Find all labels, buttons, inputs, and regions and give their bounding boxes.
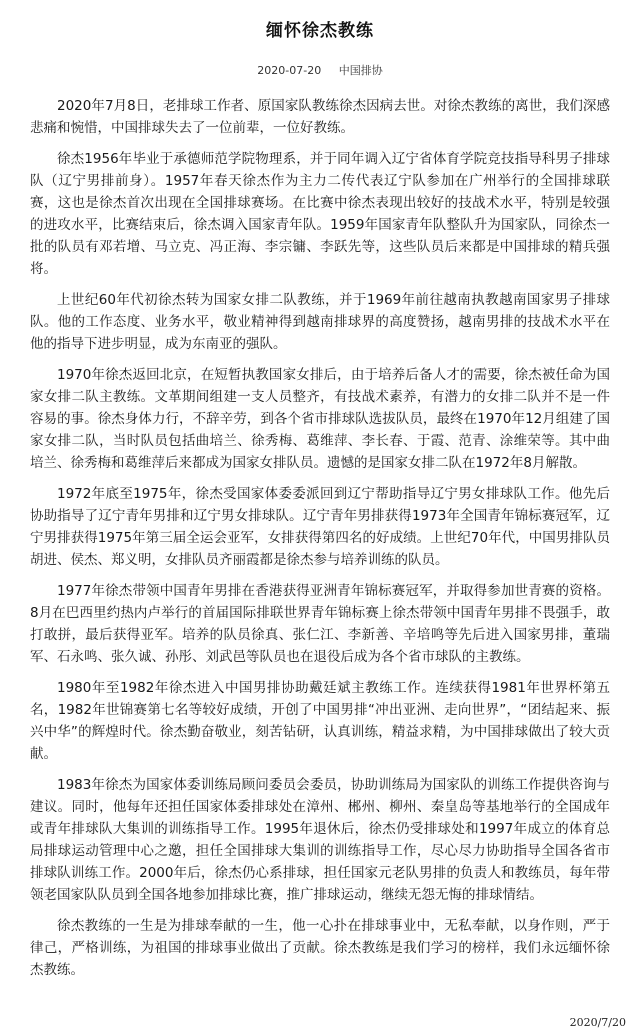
paragraph-4: 1970年徐杰返回北京，在短暂执教国家女排后，由于培养后备人才的需要，徐杰被任命为国家女排二队主教练。文革期间组建一支人员整齐，有技战术素养，有潜力的女排二队并不是一件容易的事。徐杰身体力行，不辞辛劳，到各个省市排球队选拔队员，最终在1970年12月组建了国家女排二队，当时队员包括曲培兰、徐秀梅、葛维萍、李长春、于霞、范青、涂维荣等。其中曲培兰、徐秀梅和葛维萍后来都成为国家女排队员。遗憾的是国家女排二队在1972年8月解散。 <box>30 367 610 471</box>
paragraph-5: 1972年底至1975年，徐杰受国家体委委派回到辽宁帮助指导辽宁男女排球队工作。他先后协助指导了辽宁青年男排和辽宁男女排球队。辽宁青年男排获得1973年全国青年锦标赛冠军，辽宁男排获得1975年第三届全运会亚军，女排获得第四名的好成绩。上世纪70年代，中国男排队员胡进、侯杰、郑义明，女排队员齐丽霞都是徐杰参与培养训练的队员。 <box>30 486 610 568</box>
publish-date: 2020-07-20 <box>257 64 322 77</box>
footer-date: 2020/7/20 <box>569 1016 626 1029</box>
article-meta <box>0 62 640 78</box>
paragraph-6: 1977年徐杰带领中国青年男排在香港获得亚洲青年锦标赛冠军，并取得参加世青赛的资格。8月在巴西里约热内卢举行的首届国际排联世界青年锦标赛上徐杰带领中国青年男排不畏强手，敢打敢拼，最后获得亚军。培养的队员徐真、张仁江、李新善、辛培鸣等先后进入国家男排，董瑞军、石永鸣、张久诚、孙彤、刘武邑等队员也在退役后成为各个省市球队的主教练。 <box>30 583 610 665</box>
paragraph-3: 上世纪60年代初徐杰转为国家女排二队教练，并于1969年前往越南执教越南国家男子排球队。他的工作态度、业务水平，敬业精神得到越南排球界的高度赞扬，越南男排的技战术水平在他的指导下进步明显，成为东南亚的强队。 <box>30 292 610 352</box>
article-body <box>30 95 610 990</box>
article-source: 中国排协 <box>338 64 383 77</box>
paragraph-7: 1980年至1982年徐杰进入中国男排协助戴廷斌主教练工作。连续获得1981年世界杯第五名，1982年世锦赛第七名等较好成绩，开创了中国男排“冲出亚洲、走向世界”，“团结起来、振兴中华”的辉煌时代。徐杰勤奋敬业，刻苦钻研，认真训练，精益求精，为中国排球做出了较大贡献。 <box>30 680 610 762</box>
paragraph-8: 1983年徐杰为国家体委训练局顾问委员会委员，协助训练局为国家队的训练工作提供咨询与建议。同时，他每年还担任国家体委排球处在漳州、郴州、柳州、秦皇岛等基地举行的全国成年或青年排球队大集训的训练指导工作。1995年退休后，徐杰仍受排球处和1997年成立的体育总局排球运动管理中心之邀，担任全国排球大集训的训练指导工作，尽心尽力协助指导全国各省市排球队训练工作。2000年后，徐杰仍心系排球，担任国家元老队男排的负责人和教练员，每年带领老国家队队员到全国各地参加排球比赛，推广排球运动，继续无怨无悔的排球情结。 <box>30 777 610 903</box>
paragraph-2: 徐杰1956年毕业于承德师范学院物理系，并于同年调入辽宁省体育学院竞技指导科男子排球队（辽宁男排前身）。1957年春天徐杰作为主力二传代表辽宁队参加在广州举行的全国排球联赛，这也是徐杰首次出现在全国排球赛场。在比赛中徐杰表现出较好的技战术水平，特别是较强的进攻水平，比赛结束后，徐杰调入国家青年队。1959年国家青年队整队升为国家队，同徐杰一批的队员有邓若增、马立克、冯正海、李宗镛、李跃先等，这些队员后来都是中国排球的精兵强将。 <box>30 151 610 277</box>
paragraph-9: 徐杰教练的一生是为排球奉献的一生，他一心扑在排球事业中，无私奉献，以身作则，严于律己，严格训练，为祖国的排球事业做出了贡献。徐杰教练是我们学习的榜样，我们永远缅怀徐杰教练。 <box>30 918 610 978</box>
paragraph-1: 2020年7月8日，老排球工作者、原国家队教练徐杰因病去世。对徐杰教练的离世，我们深感悲痛和惋惜，中国排球失去了一位前辈，一位好教练。 <box>30 98 610 136</box>
article-title: 缅怀徐杰教练 <box>266 21 374 41</box>
